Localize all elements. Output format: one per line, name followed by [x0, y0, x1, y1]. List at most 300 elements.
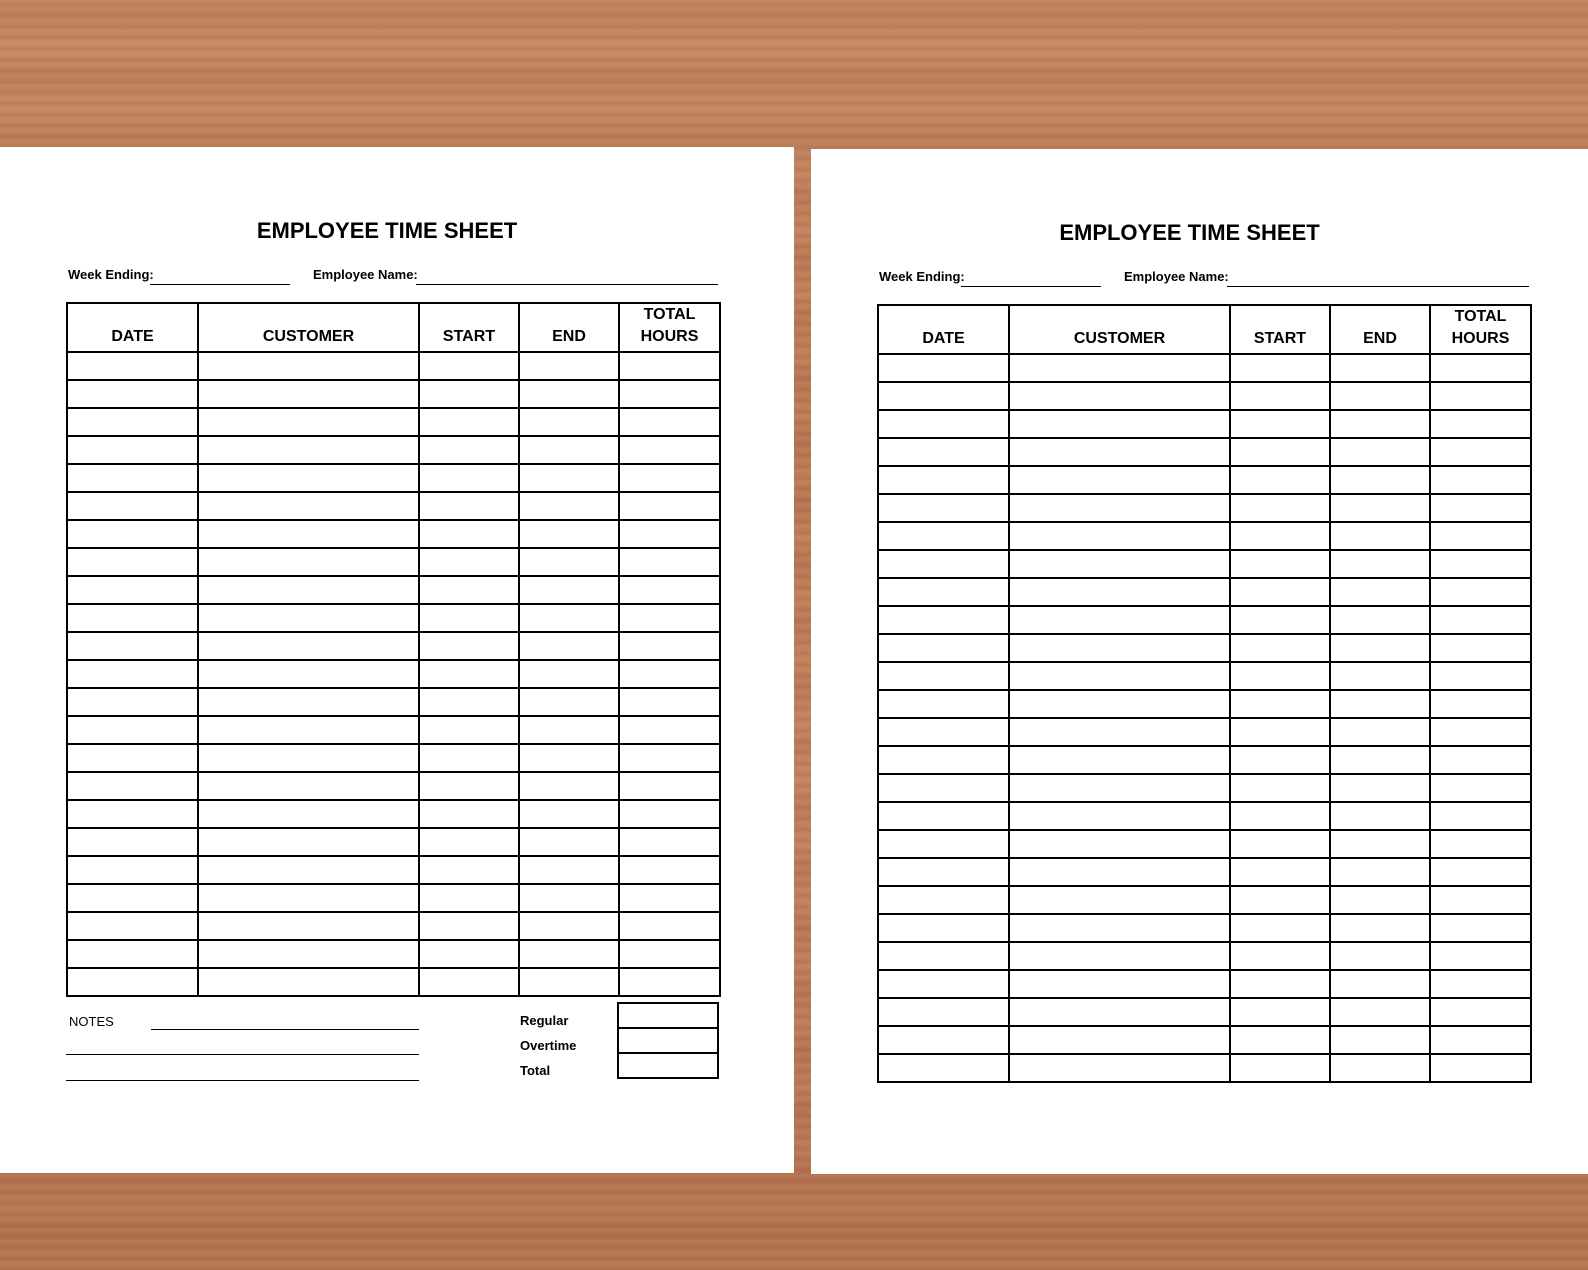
date-cell[interactable] — [67, 828, 198, 856]
customer-cell[interactable] — [198, 688, 419, 716]
total-hours-cell[interactable] — [618, 1053, 718, 1078]
end-cell[interactable] — [1330, 410, 1430, 438]
start-cell[interactable] — [419, 576, 519, 604]
notes-label: NOTES — [69, 1014, 114, 1029]
table-row — [878, 718, 1531, 746]
end-cell[interactable] — [1330, 774, 1430, 802]
end-cell[interactable] — [519, 436, 619, 464]
end-cell[interactable] — [519, 548, 619, 576]
start-cell[interactable] — [1230, 746, 1330, 774]
end-cell[interactable] — [519, 772, 619, 800]
end-cell[interactable] — [519, 660, 619, 688]
date-cell[interactable] — [67, 492, 198, 520]
start-cell[interactable] — [1230, 382, 1330, 410]
customer-cell[interactable] — [1009, 858, 1230, 886]
start-cell[interactable] — [1230, 550, 1330, 578]
date-cell[interactable] — [67, 660, 198, 688]
end-cell[interactable] — [519, 520, 619, 548]
overtime-hours-label: Overtime — [520, 1038, 577, 1053]
table-row — [878, 1026, 1531, 1054]
start-cell[interactable] — [419, 436, 519, 464]
hours-summary-box — [617, 1002, 719, 1079]
total-hours-cell[interactable] — [1430, 998, 1531, 1026]
start-cell[interactable] — [1230, 494, 1330, 522]
total-hours-cell[interactable] — [1430, 466, 1531, 494]
date-cell[interactable] — [67, 604, 198, 632]
total-hours-cell[interactable] — [619, 912, 720, 940]
total-hours-cell[interactable] — [619, 660, 720, 688]
start-cell[interactable] — [419, 716, 519, 744]
total-hours-cell[interactable] — [619, 772, 720, 800]
timesheet-page-left — [0, 147, 794, 1173]
start-cell[interactable] — [419, 744, 519, 772]
total-hours-cell[interactable] — [1430, 774, 1531, 802]
customer-cell[interactable] — [1009, 886, 1230, 914]
table-row — [67, 408, 720, 436]
start-cell[interactable] — [419, 548, 519, 576]
start-cell[interactable] — [419, 828, 519, 856]
date-cell[interactable] — [878, 634, 1009, 662]
total-hours-cell[interactable] — [1430, 662, 1531, 690]
table-row — [878, 774, 1531, 802]
date-cell[interactable] — [878, 578, 1009, 606]
total-hours-cell[interactable] — [1430, 354, 1531, 382]
end-cell[interactable] — [1330, 690, 1430, 718]
total-hours-cell[interactable] — [619, 548, 720, 576]
date-cell[interactable] — [878, 690, 1009, 718]
customer-cell[interactable] — [1009, 970, 1230, 998]
end-cell[interactable] — [519, 800, 619, 828]
total-hours-cell[interactable] — [1430, 690, 1531, 718]
customer-cell[interactable] — [198, 800, 419, 828]
start-cell[interactable] — [1230, 718, 1330, 746]
table-row — [878, 494, 1531, 522]
start-cell[interactable] — [419, 772, 519, 800]
total-hours-cell[interactable] — [1430, 410, 1531, 438]
customer-cell[interactable] — [1009, 1026, 1230, 1054]
total-hours-cell[interactable] — [1430, 550, 1531, 578]
date-cell[interactable] — [67, 716, 198, 744]
start-cell[interactable] — [419, 660, 519, 688]
end-cell[interactable] — [1330, 830, 1430, 858]
date-cell[interactable] — [878, 382, 1009, 410]
customer-cell[interactable] — [1009, 578, 1230, 606]
total-hours-cell[interactable] — [1430, 522, 1531, 550]
table-row — [878, 606, 1531, 634]
table-row — [67, 492, 720, 520]
end-cell[interactable] — [1330, 438, 1430, 466]
customer-cell[interactable] — [198, 548, 419, 576]
total-hours-cell[interactable] — [1430, 970, 1531, 998]
employee-name-label: Employee Name: — [313, 267, 418, 282]
customer-cell[interactable] — [198, 492, 419, 520]
customer-cell[interactable] — [198, 912, 419, 940]
customer-cell[interactable] — [198, 856, 419, 884]
total-hours-cell[interactable] — [619, 352, 720, 380]
date-cell[interactable] — [878, 858, 1009, 886]
start-cell[interactable] — [419, 912, 519, 940]
timesheet-table — [66, 302, 721, 997]
week-ending-field[interactable] — [961, 286, 1101, 287]
end-cell[interactable] — [519, 576, 619, 604]
table-row — [67, 856, 720, 884]
customer-cell[interactable] — [1009, 942, 1230, 970]
customer-cell[interactable] — [198, 968, 419, 996]
date-cell[interactable] — [67, 352, 198, 380]
date-cell[interactable] — [67, 772, 198, 800]
end-cell[interactable] — [1330, 1054, 1430, 1082]
end-cell[interactable] — [519, 828, 619, 856]
date-cell[interactable] — [878, 802, 1009, 830]
start-cell[interactable] — [419, 464, 519, 492]
end-cell[interactable] — [519, 464, 619, 492]
start-cell[interactable] — [1230, 662, 1330, 690]
table-row — [67, 548, 720, 576]
customer-cell[interactable] — [1009, 354, 1230, 382]
timesheet-rows — [67, 352, 720, 996]
end-cell[interactable] — [519, 884, 619, 912]
start-cell[interactable] — [1230, 690, 1330, 718]
date-cell[interactable] — [878, 410, 1009, 438]
customer-cell[interactable] — [198, 660, 419, 688]
total-hours-cell[interactable] — [619, 380, 720, 408]
total-hours-cell[interactable] — [1430, 578, 1531, 606]
total-hours-cell[interactable] — [619, 884, 720, 912]
end-cell[interactable] — [1330, 382, 1430, 410]
start-cell[interactable] — [419, 884, 519, 912]
start-cell[interactable] — [1230, 466, 1330, 494]
customer-cell[interactable] — [1009, 550, 1230, 578]
date-cell[interactable] — [878, 1026, 1009, 1054]
notes-line-3[interactable] — [66, 1080, 419, 1081]
date-cell[interactable] — [878, 746, 1009, 774]
date-cell[interactable] — [878, 438, 1009, 466]
start-cell[interactable] — [1230, 634, 1330, 662]
start-cell[interactable] — [1230, 606, 1330, 634]
customer-cell[interactable] — [198, 380, 419, 408]
table-row — [878, 914, 1531, 942]
column-header-end: END — [519, 303, 619, 352]
total-hours-cell[interactable] — [619, 520, 720, 548]
start-cell[interactable] — [1230, 914, 1330, 942]
end-cell[interactable] — [519, 492, 619, 520]
customer-cell[interactable] — [198, 828, 419, 856]
start-cell[interactable] — [419, 968, 519, 996]
date-cell[interactable] — [67, 548, 198, 576]
date-cell[interactable] — [878, 494, 1009, 522]
end-cell[interactable] — [519, 632, 619, 660]
total-hours-cell[interactable] — [1430, 1054, 1531, 1082]
customer-cell[interactable] — [198, 352, 419, 380]
date-cell[interactable] — [878, 1054, 1009, 1082]
date-cell[interactable] — [67, 576, 198, 604]
table-row — [878, 998, 1531, 1026]
total-hours-cell[interactable] — [619, 716, 720, 744]
total-hours-cell[interactable] — [619, 968, 720, 996]
customer-cell[interactable] — [198, 604, 419, 632]
date-cell[interactable] — [67, 968, 198, 996]
total-hours-cell[interactable] — [619, 800, 720, 828]
customer-cell[interactable] — [198, 632, 419, 660]
start-cell[interactable] — [1230, 354, 1330, 382]
page-title: EMPLOYEE TIME SHEET — [256, 218, 518, 243]
customer-cell[interactable] — [1009, 606, 1230, 634]
start-cell[interactable] — [1230, 578, 1330, 606]
timesheet-rows — [878, 354, 1531, 1082]
date-cell[interactable] — [67, 884, 198, 912]
end-cell[interactable] — [1330, 802, 1430, 830]
start-cell[interactable] — [419, 688, 519, 716]
end-cell[interactable] — [1330, 970, 1430, 998]
column-header-date: DATE — [67, 303, 198, 352]
customer-cell[interactable] — [198, 744, 419, 772]
end-cell[interactable] — [1330, 494, 1430, 522]
table-row — [878, 522, 1531, 550]
notes-line-2[interactable] — [66, 1054, 419, 1055]
customer-cell[interactable] — [198, 520, 419, 548]
start-cell[interactable] — [419, 856, 519, 884]
table-row — [878, 886, 1531, 914]
start-cell[interactable] — [1230, 802, 1330, 830]
customer-cell[interactable] — [1009, 438, 1230, 466]
date-cell[interactable] — [878, 354, 1009, 382]
total-hours-cell[interactable] — [1430, 606, 1531, 634]
total-hours-cell[interactable] — [619, 436, 720, 464]
customer-cell[interactable] — [198, 408, 419, 436]
total-hours-cell[interactable] — [619, 688, 720, 716]
end-cell[interactable] — [1330, 718, 1430, 746]
total-hours-cell[interactable] — [619, 464, 720, 492]
customer-cell[interactable] — [1009, 662, 1230, 690]
total-hours-cell[interactable] — [1430, 634, 1531, 662]
date-cell[interactable] — [67, 632, 198, 660]
end-cell[interactable] — [519, 604, 619, 632]
end-cell[interactable] — [1330, 886, 1430, 914]
total-hours-cell[interactable] — [619, 632, 720, 660]
end-cell[interactable] — [519, 716, 619, 744]
total-hours-cell[interactable] — [1430, 802, 1531, 830]
employee-name-field[interactable] — [416, 284, 718, 285]
table-row — [67, 800, 720, 828]
date-cell[interactable] — [67, 380, 198, 408]
table-row — [67, 576, 720, 604]
customer-cell[interactable] — [198, 772, 419, 800]
table-row — [878, 942, 1531, 970]
table-row — [67, 688, 720, 716]
customer-cell[interactable] — [1009, 494, 1230, 522]
total-hours-cell[interactable] — [1430, 718, 1531, 746]
end-cell[interactable] — [519, 912, 619, 940]
customer-cell[interactable] — [1009, 634, 1230, 662]
date-cell[interactable] — [878, 914, 1009, 942]
total-hours-cell[interactable] — [619, 604, 720, 632]
end-cell[interactable] — [519, 940, 619, 968]
start-cell[interactable] — [419, 604, 519, 632]
total-hours-cell[interactable] — [1430, 746, 1531, 774]
total-hours-cell[interactable] — [1430, 914, 1531, 942]
start-cell[interactable] — [1230, 830, 1330, 858]
table-row — [67, 632, 720, 660]
employee-name-field[interactable] — [1227, 286, 1529, 287]
start-cell[interactable] — [1230, 942, 1330, 970]
customer-cell[interactable] — [1009, 522, 1230, 550]
start-cell[interactable] — [1230, 858, 1330, 886]
customer-cell[interactable] — [1009, 774, 1230, 802]
table-row — [878, 438, 1531, 466]
notes-line-1[interactable] — [151, 1029, 419, 1030]
table-row — [67, 380, 720, 408]
date-cell[interactable] — [67, 408, 198, 436]
total-hours-label: Total — [520, 1063, 551, 1078]
overtime-hours-cell[interactable] — [618, 1028, 718, 1053]
start-cell[interactable] — [1230, 774, 1330, 802]
date-cell[interactable] — [878, 942, 1009, 970]
date-cell[interactable] — [878, 466, 1009, 494]
end-cell[interactable] — [1330, 942, 1430, 970]
end-cell[interactable] — [1330, 466, 1430, 494]
start-cell[interactable] — [419, 632, 519, 660]
table-row — [67, 884, 720, 912]
start-cell[interactable] — [419, 352, 519, 380]
regular-hours-cell[interactable] — [618, 1003, 718, 1028]
date-cell[interactable] — [878, 998, 1009, 1026]
total-hours-cell[interactable] — [619, 576, 720, 604]
table-row — [67, 940, 720, 968]
customer-cell[interactable] — [198, 576, 419, 604]
date-cell[interactable] — [878, 522, 1009, 550]
end-cell[interactable] — [1330, 578, 1430, 606]
total-hours-cell[interactable] — [619, 492, 720, 520]
start-cell[interactable] — [1230, 1054, 1330, 1082]
customer-cell[interactable] — [1009, 914, 1230, 942]
customer-cell[interactable] — [1009, 690, 1230, 718]
customer-cell[interactable] — [198, 940, 419, 968]
date-cell[interactable] — [67, 464, 198, 492]
start-cell[interactable] — [419, 940, 519, 968]
table-row — [878, 662, 1531, 690]
date-cell[interactable] — [67, 912, 198, 940]
start-cell[interactable] — [419, 380, 519, 408]
start-cell[interactable] — [1230, 970, 1330, 998]
date-cell[interactable] — [67, 856, 198, 884]
date-cell[interactable] — [878, 830, 1009, 858]
end-cell[interactable] — [519, 380, 619, 408]
end-cell[interactable] — [519, 352, 619, 380]
end-cell[interactable] — [1330, 914, 1430, 942]
date-cell[interactable] — [67, 800, 198, 828]
start-cell[interactable] — [1230, 522, 1330, 550]
customer-cell[interactable] — [1009, 1054, 1230, 1082]
total-hours-cell[interactable] — [619, 408, 720, 436]
date-cell[interactable] — [67, 940, 198, 968]
end-cell[interactable] — [1330, 746, 1430, 774]
total-hours-cell[interactable] — [1430, 382, 1531, 410]
date-cell[interactable] — [878, 970, 1009, 998]
date-cell[interactable] — [878, 662, 1009, 690]
start-cell[interactable] — [1230, 438, 1330, 466]
customer-cell[interactable] — [198, 464, 419, 492]
customer-cell[interactable] — [1009, 382, 1230, 410]
week-ending-label: Week Ending: — [879, 269, 965, 284]
date-cell[interactable] — [67, 744, 198, 772]
column-header-total-hours: TOTAL HOURS — [1430, 305, 1531, 354]
start-cell[interactable] — [419, 408, 519, 436]
total-hours-cell[interactable] — [1430, 942, 1531, 970]
table-row — [67, 716, 720, 744]
date-cell[interactable] — [67, 520, 198, 548]
start-cell[interactable] — [419, 800, 519, 828]
end-cell[interactable] — [1330, 1026, 1430, 1054]
total-hours-cell[interactable] — [1430, 494, 1531, 522]
end-cell[interactable] — [1330, 606, 1430, 634]
table-row — [878, 746, 1531, 774]
start-cell[interactable] — [1230, 998, 1330, 1026]
total-hours-cell[interactable] — [619, 856, 720, 884]
total-hours-cell[interactable] — [1430, 438, 1531, 466]
end-cell[interactable] — [519, 408, 619, 436]
end-cell[interactable] — [519, 744, 619, 772]
customer-cell[interactable] — [1009, 466, 1230, 494]
total-hours-cell[interactable] — [1430, 886, 1531, 914]
end-cell[interactable] — [519, 688, 619, 716]
date-cell[interactable] — [67, 688, 198, 716]
start-cell[interactable] — [1230, 886, 1330, 914]
customer-cell[interactable] — [198, 436, 419, 464]
end-cell[interactable] — [1330, 998, 1430, 1026]
date-cell[interactable] — [878, 550, 1009, 578]
total-hours-cell[interactable] — [619, 744, 720, 772]
end-cell[interactable] — [1330, 858, 1430, 886]
end-cell[interactable] — [1330, 634, 1430, 662]
timesheet-page-right — [811, 149, 1588, 1174]
total-hours-cell[interactable] — [1430, 858, 1531, 886]
customer-cell[interactable] — [1009, 410, 1230, 438]
end-cell[interactable] — [1330, 550, 1430, 578]
column-header-total-hours: TOTAL HOURS — [619, 303, 720, 352]
customer-cell[interactable] — [1009, 802, 1230, 830]
end-cell[interactable] — [1330, 662, 1430, 690]
table-row — [67, 660, 720, 688]
date-cell[interactable] — [878, 774, 1009, 802]
end-cell[interactable] — [519, 856, 619, 884]
customer-cell[interactable] — [1009, 746, 1230, 774]
date-cell[interactable] — [878, 718, 1009, 746]
date-cell[interactable] — [878, 886, 1009, 914]
date-cell[interactable] — [878, 606, 1009, 634]
customer-cell[interactable] — [1009, 718, 1230, 746]
total-hours-cell[interactable] — [1430, 1026, 1531, 1054]
start-cell[interactable] — [1230, 410, 1330, 438]
customer-cell[interactable] — [1009, 998, 1230, 1026]
total-hours-cell[interactable] — [1430, 830, 1531, 858]
customer-cell[interactable] — [198, 884, 419, 912]
start-cell[interactable] — [1230, 1026, 1330, 1054]
table-row — [878, 410, 1531, 438]
table-row — [878, 830, 1531, 858]
end-cell[interactable] — [1330, 354, 1430, 382]
customer-cell[interactable] — [198, 716, 419, 744]
customer-cell[interactable] — [1009, 830, 1230, 858]
week-ending-label: Week Ending: — [68, 267, 154, 282]
total-hours-cell[interactable] — [619, 940, 720, 968]
end-cell[interactable] — [519, 968, 619, 996]
start-cell[interactable] — [419, 520, 519, 548]
date-cell[interactable] — [67, 436, 198, 464]
end-cell[interactable] — [1330, 522, 1430, 550]
total-hours-cell[interactable] — [619, 828, 720, 856]
week-ending-field[interactable] — [150, 284, 290, 285]
start-cell[interactable] — [419, 492, 519, 520]
